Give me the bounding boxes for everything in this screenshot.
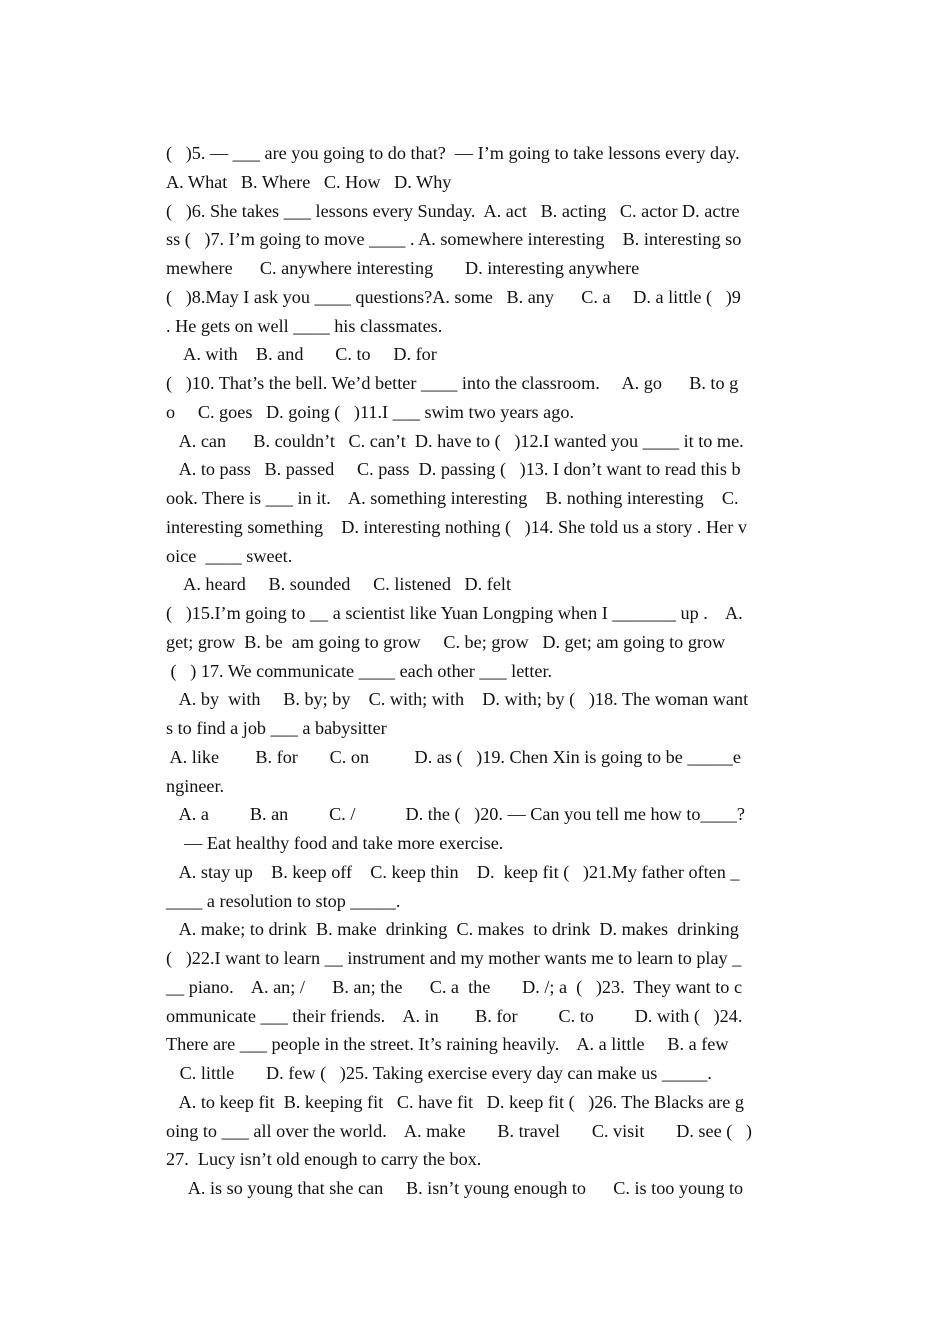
text-line: o C. goes D. going ( )11.I ___ swim two years ago.	[166, 401, 574, 422]
text-line: A. heard B. sounded C. listened D. felt	[166, 574, 512, 595]
text-line: A. is so young that she can B. isn’t young enough to C. is too young to	[166, 1178, 744, 1198]
text-line: A. can B. couldn’t C. can’t D. have to ( )12.I wanted you ____ it to me.	[166, 430, 744, 451]
text-line: A. a B. an C. / D. the ( )20. — Can you tell me how to____?	[166, 804, 745, 825]
text-line: A. with B. and C. to D. for	[166, 344, 437, 365]
text-line: A. to keep fit B. keeping fit C. have fit D. keep fit ( )26. The Blacks are g	[166, 1091, 744, 1112]
text-line: interesting something D. interesting nothing ( )14. She told us a story . Her v	[166, 516, 747, 537]
text-line: s to find a job ___ a babysitter	[166, 718, 387, 738]
text-line: A. to pass B. passed C. pass D. passing ( )13. I don’t want to read this b	[166, 459, 741, 480]
text-line: A. stay up B. keep off C. keep thin D. keep fit ( )21.My father often _	[166, 861, 740, 882]
text-line: ( )8.May I ask you ____ questions?A. some B. any C. a D. a little ( )9	[166, 286, 741, 307]
text-line: 27. Lucy isn’t old enough to carry the box.	[166, 1149, 482, 1170]
text-line: ss ( )7. I’m going to move ____ . A. somewhere interesting B. interesting so	[166, 229, 742, 250]
text-line: There are ___ people in the street. It’s raining heavily. A. a little B. a few	[166, 1034, 729, 1055]
text-line: — Eat healthy food and take more exercise.	[166, 833, 504, 853]
text-line: __ piano. A. an; / B. an; the C. a the D. /; a ( )23. They want to c	[166, 976, 743, 997]
text-line: A. What B. Where C. How D. Why	[166, 171, 452, 192]
text-line: A. by with B. by; by C. with; with D. with; by ( )18. The woman want	[166, 689, 749, 710]
text-line: ____ a resolution to stop _____.	[166, 890, 401, 911]
text-line: ( ) 17. We communicate ____ each other ___ letter.	[166, 660, 553, 681]
text-line: . He gets on well ____ his classmates.	[166, 315, 443, 336]
text-line: mewhere C. anywhere interesting D. interesting anywhere	[166, 258, 640, 278]
text-line: ngineer.	[166, 775, 225, 796]
text-line: oice ____ sweet.	[166, 545, 293, 566]
text-line: ( )10. That’s the bell. We’d better ____ into the classroom. A. go B. to g	[166, 373, 739, 393]
text-line: ( )5. — ___ are you going to do that? — I’m going to take lessons every day.	[166, 143, 740, 163]
text-line: C. little D. few ( )25. Taking exercise every day can make us _____.	[166, 1063, 712, 1083]
text-line: get; grow B. be am going to grow C. be; grow D. get; am going to grow	[166, 631, 726, 652]
text-line: A. like B. for C. on D. as ( )19. Chen Xin is going to be _____e	[166, 746, 741, 767]
text-line: ( )22.I want to learn __ instrument and my mother wants me to learn to play _	[166, 948, 742, 968]
text-line: oing to ___ all over the world. A. make B. travel C. visit D. see ( )	[166, 1120, 752, 1141]
text-line: ( )6. She takes ___ lessons every Sunday. A. act B. acting C. actor D. actre	[166, 200, 740, 221]
text-line: ommunicate ___ their friends. A. in B. for C. to D. with ( )24.	[166, 1005, 743, 1026]
text-line: ( )15.I’m going to __ a scientist like Yuan Longping when I _______ up . A.	[166, 603, 743, 623]
text-line: ook. There is ___ in it. A. something interesting B. nothing interesting C.	[166, 488, 739, 508]
exercise-text	[166, 139, 786, 1203]
text-line: A. make; to drink B. make drinking C. makes to drink D. makes drinking	[166, 919, 739, 940]
